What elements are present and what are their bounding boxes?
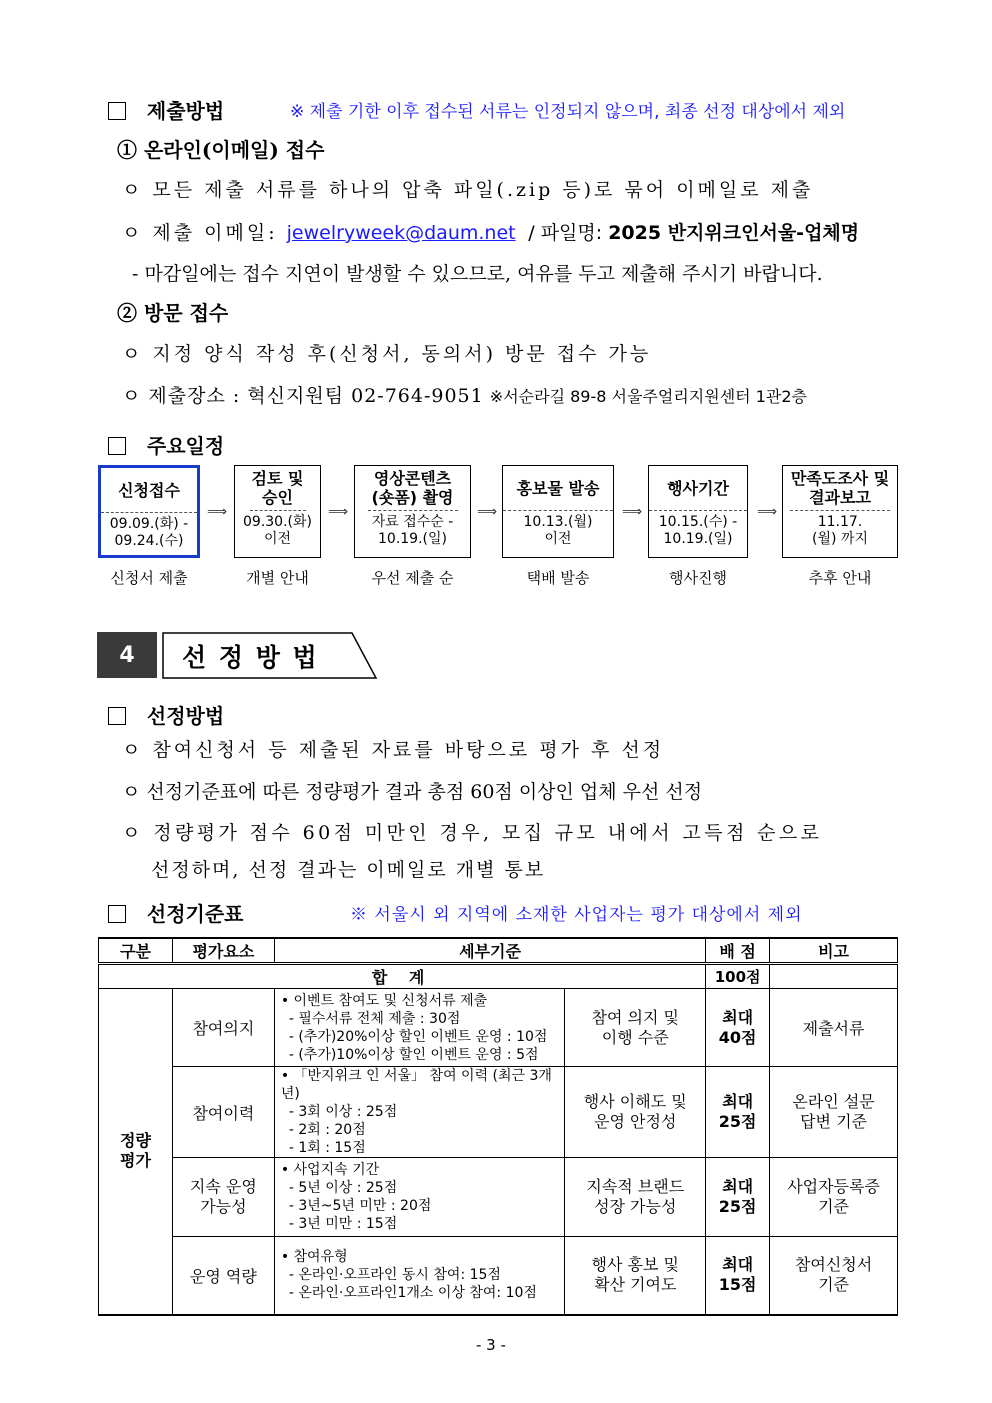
checkbox-square-icon <box>108 707 126 725</box>
row-focus: 행사 이해도 및 운영 안정성 <box>565 1067 706 1158</box>
section-number: 4 <box>97 632 157 678</box>
total-remark <box>770 964 898 989</box>
row-element: 참여의지 <box>172 989 274 1067</box>
row-detail: • 사업지속 기간 - 5년 이상 : 25점 - 3년~5년 미만 : 20점 - 3년 미만 : 15점 <box>274 1158 565 1237</box>
row-focus: 참여 의지 및 이행 수준 <box>565 989 706 1067</box>
email-link[interactable]: jewelryweek@daum.net <box>286 222 516 244</box>
online-title: ① 온라인(이메일) 접수 <box>117 138 325 162</box>
submit-note: ※ 제출 기한 이후 접수된 서류는 인정되지 않으며, 최종 선정 대상에서 제외 <box>290 102 846 122</box>
header-score: 배 점 <box>706 938 770 964</box>
criteria-heading: 선정기준표 <box>108 898 244 927</box>
row-element: 운영 역량 <box>172 1237 274 1315</box>
row-remark: 사업자등록증 기준 <box>770 1158 898 1237</box>
checkbox-square-icon <box>108 905 126 923</box>
header-category: 구분 <box>99 938 173 964</box>
row-score: 최대 25점 <box>706 1067 770 1158</box>
row-detail: • 「반지위크 인 서울」 참여 이력 (최근 3개년) - 3회 이상 : 25점 - 2회 : 20점 - 1회 : 15점 <box>274 1067 565 1158</box>
arrow-icon: ⟹ <box>757 504 776 520</box>
schedule-step-4: 홍보물 발송 10.13.(월) 이전 <box>502 465 614 558</box>
table-row <box>99 1158 898 1237</box>
row-score: 최대 25점 <box>706 1158 770 1237</box>
checkbox-square-icon <box>108 102 126 120</box>
row-focus: 행사 홍보 및 확산 기여도 <box>565 1237 706 1315</box>
arrow-icon: ⟹ <box>622 504 641 520</box>
schedule-step-1: 신청접수 09.09.(화) - 09.24.(수) <box>98 465 200 558</box>
table-row <box>99 989 898 1067</box>
method-item-2: ㅇ 선정기준표에 따른 정량평가 결과 총점 60점 이상인 업체 우선 선정 <box>122 781 703 803</box>
method-item-3-cont: 선정하며, 선정 결과는 이메일로 개별 통보 <box>151 859 546 881</box>
schedule-caption-1: 신청서 제출 <box>110 569 188 587</box>
online-item-2: ㅇ 제출 이메일: jewelryweek@daum.net / 파일명: 2025 반지위크인서울-업체명 <box>122 222 860 244</box>
schedule-step-5: 행사기간 10.15.(수) - 10.19.(일) <box>648 465 748 558</box>
header-detail: 세부기준 <box>274 938 705 964</box>
row-remark: 참여신청서 기준 <box>770 1237 898 1315</box>
row-element: 지속 운영 가능성 <box>172 1158 274 1237</box>
online-item-1: ㅇ 모든 제출 서류를 하나의 압축 파일(.zip 등)로 묶어 이메일로 제출 <box>122 179 814 201</box>
arrow-icon: ⟹ <box>477 504 496 520</box>
schedule-caption-3: 우선 제출 순 <box>371 569 454 587</box>
row-score: 최대 40점 <box>706 989 770 1067</box>
section-title: 선 정 방 법 <box>182 643 319 672</box>
visit-item-2: ㅇ 제출장소 : 혁신지원팀 02-764-9051 ※서순라길 89-8 서울주얼리지원센터 1관2층 <box>122 385 807 407</box>
method-heading: 선정방법 <box>108 700 224 729</box>
checkbox-square-icon <box>108 437 126 455</box>
header-remark: 비고 <box>770 938 898 964</box>
row-detail: • 참여유형 - 온라인·오프라인 동시 참여: 15점 - 온라인·오프라인1개소 이상 참여: 10점 <box>274 1237 565 1315</box>
criteria-table <box>98 937 898 1316</box>
row-remark: 온라인 설문 답변 기준 <box>770 1067 898 1158</box>
arrow-icon: ⟹ <box>328 504 347 520</box>
page-number: - 3 - <box>476 1336 506 1354</box>
submit-heading: 제출방법 <box>108 95 224 124</box>
group-label: 정량 평가 <box>99 989 173 1315</box>
row-focus: 지속적 브랜드 성장 가능성 <box>565 1158 706 1237</box>
total-label: 합 계 <box>99 964 706 989</box>
schedule-caption-5: 행사진행 <box>669 569 727 587</box>
header-element: 평가요소 <box>172 938 274 964</box>
row-score: 최대 15점 <box>706 1237 770 1315</box>
schedule-step-6: 만족도조사 및 결과보고 11.17.(월) 까지 <box>782 465 898 558</box>
arrow-icon: ⟹ <box>207 504 226 520</box>
total-score: 100점 <box>706 964 770 989</box>
schedule-step-2: 검토 및 승인 09.30.(화) 이전 <box>234 465 321 558</box>
table-row <box>99 1237 898 1315</box>
row-remark: 제출서류 <box>770 989 898 1067</box>
schedule-caption-4: 택배 발송 <box>526 569 590 587</box>
method-item-1: ㅇ 참여신청서 등 제출된 자료를 바탕으로 평가 후 선정 <box>122 739 665 761</box>
schedule-heading: 주요일정 <box>108 430 224 459</box>
schedule-caption-2: 개별 안내 <box>246 569 309 587</box>
table-row <box>99 1067 898 1158</box>
online-item-3: - 마감일에는 접수 지연이 발생할 수 있으므로, 여유를 두고 제출해 주시기 바랍니다. <box>132 263 823 285</box>
row-element: 참여이력 <box>172 1067 274 1158</box>
visit-item-1: ㅇ 지정 양식 작성 후(신청서, 동의서) 방문 접수 가능 <box>122 343 652 365</box>
row-detail: • 이벤트 참여도 및 신청서류 제출 - 필수서류 전체 제출 : 30점 - (추가)20%이상 할인 이벤트 운영 : 10점 - (추가)10%이상 할인 이벤트 운영 : 5점 <box>274 989 565 1067</box>
method-item-3: ㅇ 정량평가 점수 60점 미만인 경우, 모집 규모 내에서 고득점 순으로 <box>122 822 823 844</box>
schedule-caption-6: 추후 안내 <box>808 569 872 587</box>
criteria-note: ※ 서울시 외 지역에 소재한 사업자는 평가 대상에서 제외 <box>350 905 803 925</box>
visit-title: ② 방문 접수 <box>117 301 229 325</box>
schedule-step-3: 영상콘텐츠 (숏폼) 촬영 자료 접수순 - 10.19.(일) <box>354 465 471 558</box>
